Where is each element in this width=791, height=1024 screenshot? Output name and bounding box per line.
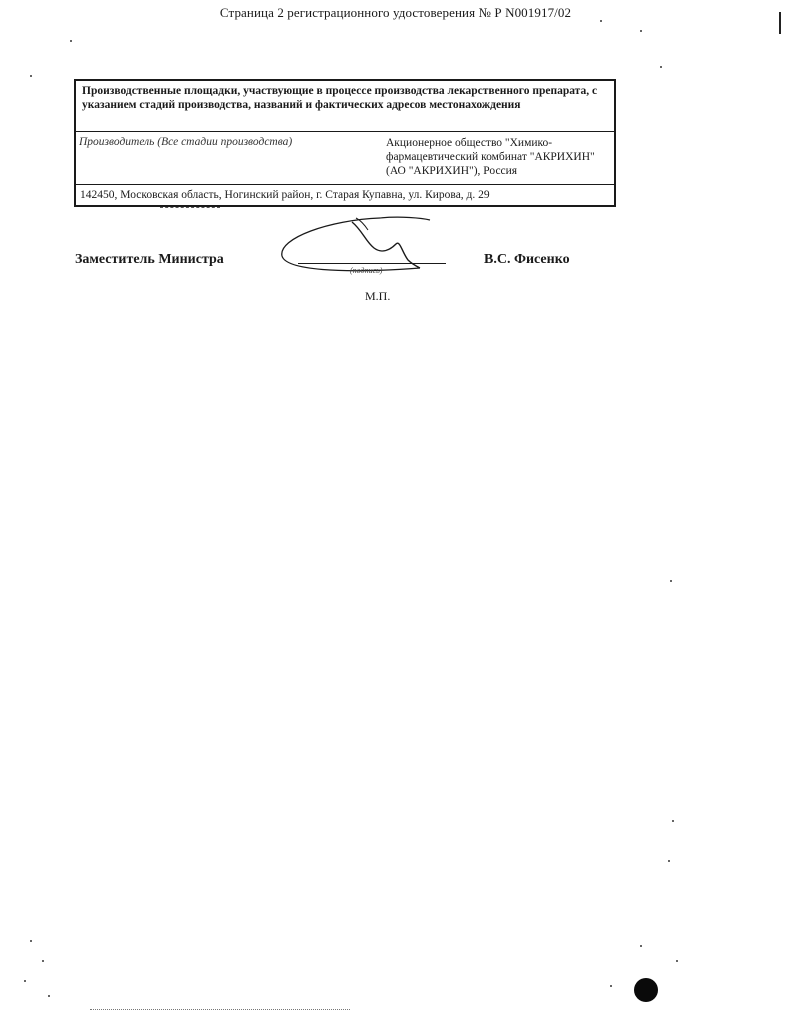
scan-speck bbox=[24, 980, 26, 982]
scan-speck bbox=[30, 940, 32, 942]
scan-speck bbox=[600, 20, 602, 22]
scan-speck bbox=[676, 960, 678, 962]
scan-speck bbox=[70, 40, 72, 42]
scan-speck bbox=[668, 860, 670, 862]
manufacturer-role: Производитель (Все стадии производства) bbox=[79, 136, 293, 148]
signatory-name: В.С. Фисенко bbox=[484, 252, 570, 267]
ink-blot bbox=[634, 978, 658, 1002]
registration-table bbox=[74, 79, 616, 207]
signature-line bbox=[298, 263, 446, 264]
scan-speck bbox=[640, 30, 642, 32]
table-heading: Производственные площадки, участвующие в процессе производства лекарственного препарата, с указанием стадий производства, названий и фактических адресов местонахождения bbox=[76, 81, 614, 132]
signatory-title: Заместитель Министра bbox=[75, 252, 224, 267]
scan-dotted-line bbox=[90, 1009, 350, 1010]
scan-speck bbox=[672, 820, 674, 822]
manufacturer-row bbox=[76, 132, 614, 185]
scan-speck bbox=[670, 580, 672, 582]
scan-speck bbox=[30, 75, 32, 77]
manufacturer-address: 142450, Московская область, Ногинский район, г. Старая Купавна, ул. Кирова, д. 29 bbox=[80, 189, 490, 201]
page-header: Страница 2 регистрационного удостоверения № Р N001917/02 bbox=[219, 5, 572, 20]
stamp-place-mark: М.П. bbox=[365, 289, 391, 303]
scan-speck bbox=[610, 985, 612, 987]
scan-speck bbox=[640, 945, 642, 947]
scan-speck bbox=[42, 960, 44, 962]
signature-caption: (подпись) bbox=[350, 266, 383, 275]
corner-mark bbox=[779, 12, 785, 34]
scan-dashes bbox=[160, 207, 220, 210]
manufacturer-company: Акционерное общество "Химико-фармацевтический комбинат "АКРИХИН" (АО "АКРИХИН"), Россия bbox=[386, 137, 595, 177]
scan-speck bbox=[660, 66, 662, 68]
scan-speck bbox=[48, 995, 50, 997]
